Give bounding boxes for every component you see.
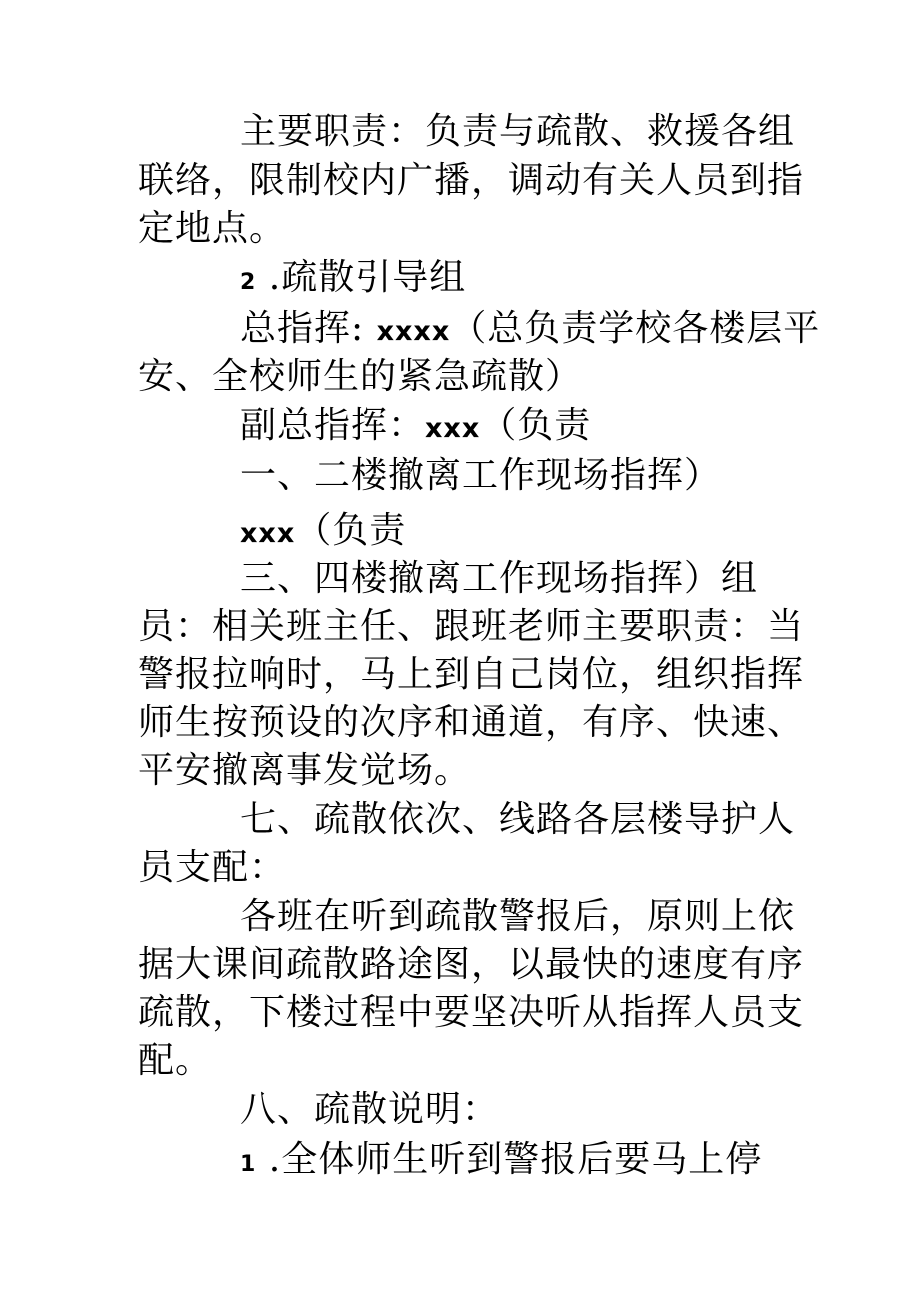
deputy-name: xxx <box>425 413 481 444</box>
deputy2-line <box>240 507 406 555</box>
heading-text: .疏散引导组 <box>268 257 467 298</box>
paragraph-line: 配。 <box>138 1040 213 1081</box>
section-heading: 七、疏散依次、线路各层楼导护人 <box>240 799 796 840</box>
list-item-text: .全体师生听到警报后要马上停 <box>268 1139 763 1180</box>
chief-name: xxxx <box>376 316 451 347</box>
paragraph-line: 平安撤离事发觉场。 <box>138 750 472 791</box>
list-item <box>240 1136 762 1184</box>
deputy-desc: （负责 <box>480 405 592 446</box>
chief-commander-line <box>240 305 820 353</box>
paragraph-line: 员：相关班主任、跟班老师主要职责：当 <box>138 606 805 647</box>
paragraph-line: 主要职责：负责与疏散、救援各组 <box>240 111 796 152</box>
chief-desc: （总负责学校各楼层平 <box>450 308 821 349</box>
paragraph-line: 一、二楼撤离工作现场指挥） <box>240 455 722 496</box>
deputy2-name: xxx <box>240 518 296 549</box>
paragraph-line: 据大课间疏散路途图，以最快的速度有序 <box>138 944 805 985</box>
section-heading: 八、疏散说明： <box>240 1089 500 1130</box>
heading-number: 2 <box>240 270 257 295</box>
paragraph-line: 疏散，下楼过程中要坚决听从指挥人员支 <box>138 992 805 1033</box>
paragraph-line: 员支配： <box>138 847 287 888</box>
paragraph-line: 联络，限制校内广播，调动有关人员到指 <box>138 160 805 201</box>
paragraph-line: 三、四楼撤离工作现场指挥）组 <box>240 558 759 599</box>
paragraph-line: 警报拉响时，马上到自己岗位，组织指挥 <box>138 654 805 695</box>
section-heading <box>240 254 466 302</box>
paragraph-line: 安、全校师生的紧急疏散） <box>138 356 583 397</box>
paragraph-line: 各班在听到疏散警报后，原则上依 <box>240 896 796 937</box>
chief-label: 总指挥: <box>240 308 365 349</box>
paragraph-line: 师生按预设的次序和通道，有序、快速、 <box>138 702 805 743</box>
deputy-label: 副总指挥： <box>240 405 426 446</box>
deputy-commander-line <box>240 402 591 450</box>
paragraph-line: 定地点。 <box>138 208 287 249</box>
list-item-number: 1 <box>240 1152 257 1177</box>
deputy2-desc: （负责 <box>295 510 407 551</box>
